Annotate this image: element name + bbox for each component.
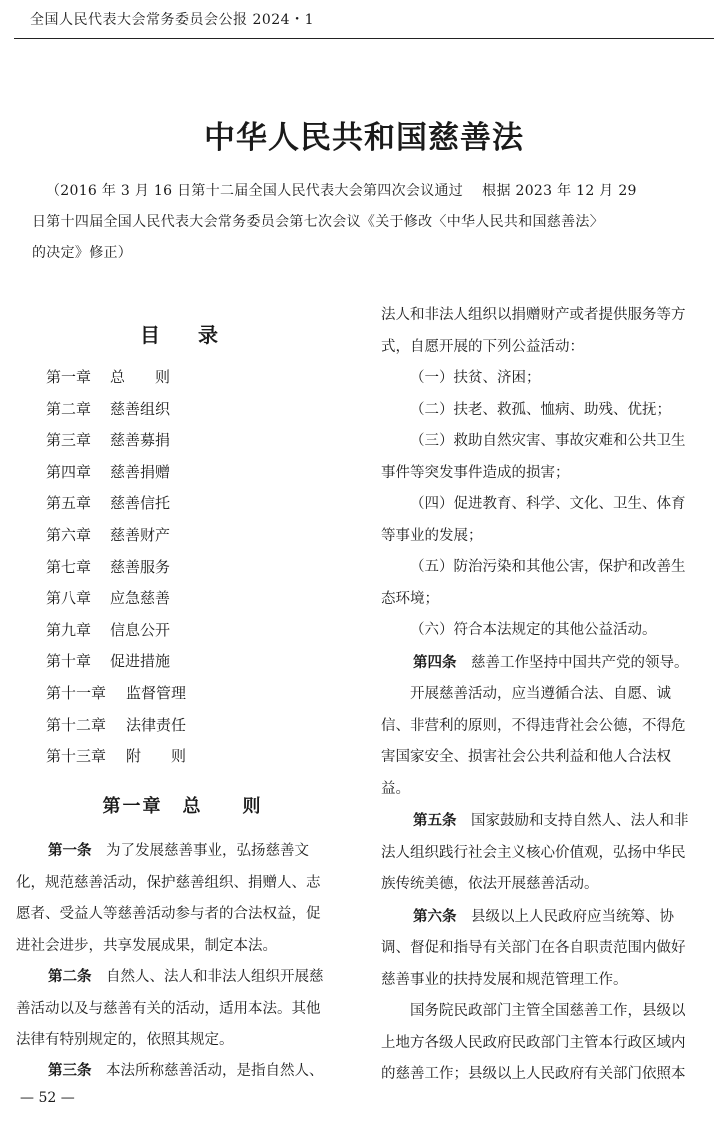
toc-item [46,743,186,775]
preamble-line: 日第十四届全国人民代表大会常务委员会第七次会议《关于修改〈中华人民共和国慈善法〉 [32,214,604,230]
toc-item [46,522,186,554]
toc-chapter: 第三章 [46,431,92,450]
toc-chapter-name: 慈善信托 [110,494,171,513]
article-label: 第四条 [413,653,457,671]
list-item: （六）符合本法规定的其他公益活动。 [410,622,657,638]
article-line [381,901,714,934]
toc-item [46,427,186,459]
toc-item [46,490,186,522]
toc-chapter: 第五章 [46,494,92,513]
article-label: 第五条 [413,812,457,829]
toc-chapter-name: 附 则 [126,747,187,766]
toc-chapter-name: 慈善组织 [110,399,171,418]
toc-heading-part: 目 [140,323,168,347]
preamble-line: 的决定》修正） [32,245,133,261]
article-line: 信、非营利的原则，不得违背社会公德，不得危 [381,717,686,734]
article-line: 进社会进步，共享发展成果，制定本法。 [16,937,277,954]
article-line: 法律有特别规定的，依照其规定。 [16,1032,234,1048]
article-line: 上地方各级人民政府民政部门主管本行政区域内 [381,1034,686,1051]
toc-item [46,617,186,649]
toc-heading-part: 录 [198,323,226,347]
header-rule [14,38,714,39]
article-line: 益。 [381,780,410,797]
chapter-heading: 第一章 总 则 [102,796,263,817]
toc-item [46,648,186,680]
article-line: 法人组织践行社会主义核心价值观，弘扬中华民 [381,844,686,861]
list-item: （五）防治污染和其他公害，保护和改善生 [410,559,686,575]
toc-chapter-name: 信息公开 [110,620,171,639]
toc-chapter-name: 慈善财产 [110,525,171,544]
toc-chapter: 第七章 [46,557,92,576]
list-item: （三）救助自然灾害、事故灾难和公共卫生 [410,433,686,449]
toc-chapter: 第十二章 [46,715,107,734]
article-line: 调、督促和指导有关部门在各自职责范围内做好 [381,940,686,956]
table-of-contents [46,364,186,775]
toc-item [46,554,186,586]
toc-chapter-name: 法律责任 [126,715,187,734]
preamble-line: （2016 年 3 月 16 日第十二届全国人民代表大会第四次会议通过 根据 2023 年 12 月 29 [46,183,637,199]
list-item: （一）扶贫、济困； [410,370,541,386]
article-text: 国家鼓励和支持自然人、法人和非 [471,813,689,829]
article-text: 自然人、法人和非法人组织开展慈 [106,969,324,985]
toc-heading [140,319,226,348]
article-text: 本法所称慈善活动，是指自然人、 [106,1063,324,1079]
toc-chapter-name: 促进措施 [110,652,171,671]
article-text: 县级以上人民政府应当统筹、协 [471,908,674,925]
toc-chapter-name: 应急慈善 [110,589,171,608]
list-item: （四）促进教育、科学、文化、卫生、体育 [410,496,686,512]
article-line [16,1055,350,1088]
toc-item [46,585,186,617]
preamble [32,176,686,269]
article-line: 法人和非法人组织以捐赠财产或者提供服务等方 [381,307,686,323]
article-line: 国务院民政部门主管全国慈善工作，县级以 [410,1003,686,1019]
article-line: 开展慈善活动，应当遵循合法、自愿、诚 [410,686,671,702]
toc-chapter: 第十三章 [46,747,107,766]
toc-chapter: 第四章 [46,462,92,481]
document-title: 中华人民共和国慈善法 [204,120,524,156]
article-label: 第二条 [48,968,92,985]
article-3-start [16,1055,350,1088]
toc-chapter-name: 监督管理 [126,683,187,702]
page-number: — 52 — [20,1090,75,1106]
toc-chapter-name: 总 则 [110,368,171,386]
list-item: 等事业的发展； [381,527,483,544]
toc-item [46,459,186,491]
article-2 [16,961,350,1057]
toc-chapter: 第九章 [46,620,92,639]
toc-item [46,396,186,428]
article-line: 善活动以及与慈善有关的活动，适用本法。其他 [16,1000,321,1017]
article-1 [16,835,350,962]
article-label: 第一条 [48,842,92,859]
toc-chapter: 第十一章 [46,683,107,702]
article-line: 慈善事业的扶持发展和规范管理工作。 [381,971,628,988]
toc-chapter: 第二章 [46,399,92,418]
article-line: 化，规范慈善活动，保护慈善组织、捐赠人、志 [16,874,321,891]
toc-item [46,364,186,396]
right-column-text [381,300,714,1091]
article-line [16,835,350,868]
article-line: 族传统美德，依法开展慈善活动。 [381,876,599,892]
toc-chapter-name: 慈善捐赠 [110,462,171,481]
article-label: 第六条 [413,907,457,925]
article-line [381,647,714,680]
list-item: 态环境； [381,590,439,607]
list-item: （二）扶老、救孤、恤病、助残、优抚； [410,401,671,418]
article-text: 为了发展慈善事业，弘扬慈善文 [106,843,309,859]
toc-chapter: 第八章 [46,589,92,608]
article-line [381,805,714,838]
article-line: 的慈善工作；县级以上人民政府有关部门依照本 [381,1066,686,1082]
toc-chapter-name: 慈善募捐 [110,431,171,450]
toc-chapter-name: 慈善服务 [110,557,171,576]
running-header: 全国人民代表大会常务委员会公报 2024・1 [30,12,314,28]
article-text: 慈善工作坚持中国共产党的领导。 [471,654,689,671]
toc-item [46,712,186,744]
article-label: 第三条 [48,1062,92,1079]
article-line [16,961,350,994]
list-item: 事件等突发事件造成的损害； [381,464,570,481]
article-line: 害国家安全、损害社会公共利益和他人合法权 [381,749,671,765]
toc-chapter: 第六章 [46,525,92,544]
article-line: 愿者、受益人等慈善活动参与者的合法权益，促 [16,906,321,922]
toc-item [46,680,186,712]
toc-chapter: 第一章 [46,368,92,386]
article-line: 式，自愿开展的下列公益活动： [381,338,584,355]
toc-chapter: 第十章 [46,652,92,671]
